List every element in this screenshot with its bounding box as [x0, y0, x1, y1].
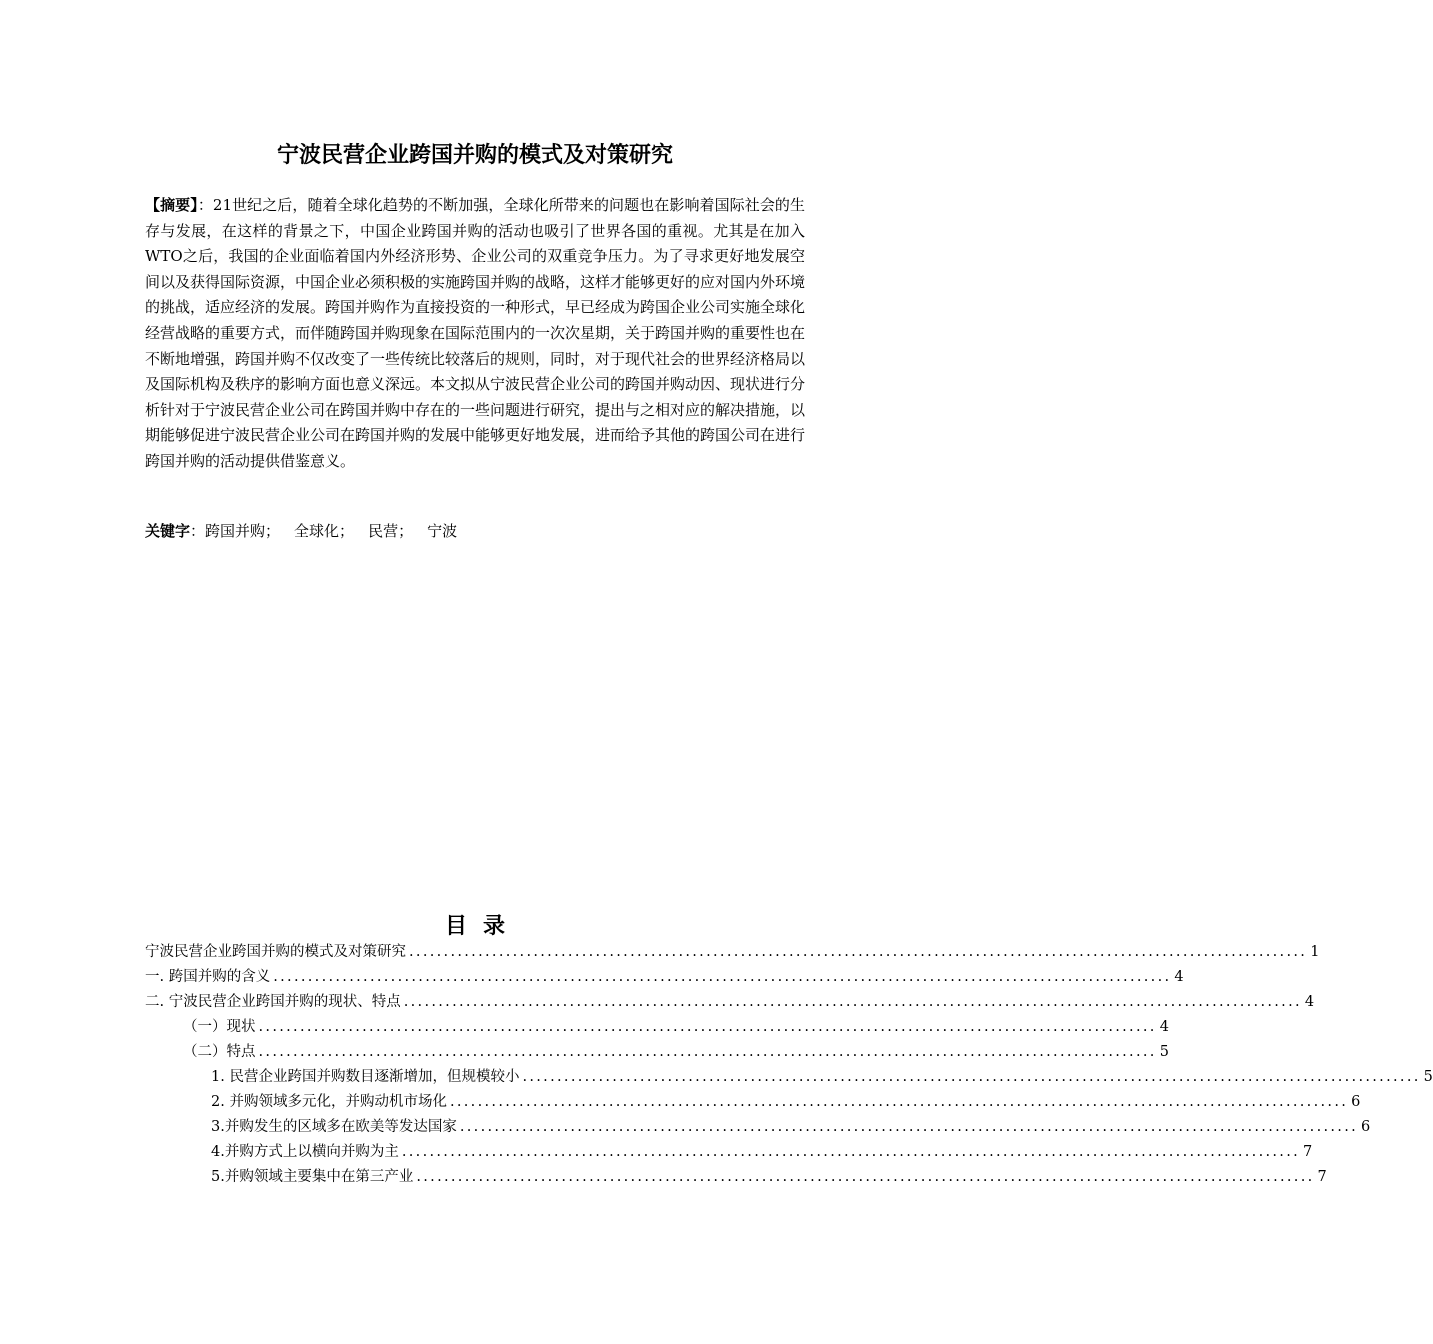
toc-page-number: 4 [1159, 1019, 1169, 1035]
toc-entry[interactable] [145, 1065, 1433, 1090]
toc-entry[interactable] [145, 965, 1184, 990]
toc-entry-text: 宁波民营企业跨国并购的模式及对策研究 [145, 944, 406, 960]
keyword-item: 民营； [368, 522, 414, 540]
toc-entry-text: 3.并购发生的区域多在欧美等发达国家 [211, 1119, 457, 1135]
keywords-separator: ： [190, 522, 206, 540]
toc-leader-dots: .................................................................................................................................. [273, 969, 1172, 985]
toc-leader-dots: .................................................................................................................................. [459, 1119, 1359, 1135]
toc-page-number: 6 [1351, 1094, 1361, 1110]
toc-leader-dots: .................................................................................................................................. [522, 1069, 1421, 1085]
toc-leader-dots: .................................................................................................................................. [403, 994, 1302, 1010]
toc-entry[interactable] [145, 940, 1320, 965]
toc-entry-text: 5.并购领域主要集中在第三产业 [211, 1169, 414, 1185]
toc-page-number: 1 [1310, 944, 1320, 960]
keyword-item: 全球化； [294, 522, 355, 540]
document-title: 宁波民营企业跨国并购的模式及对策研究 [276, 143, 673, 168]
keyword-item: 跨国并购； [205, 522, 281, 540]
toc-entry[interactable] [145, 1090, 1361, 1115]
toc-entry[interactable] [145, 990, 1315, 1015]
toc-entry[interactable] [145, 1115, 1371, 1140]
toc-leader-dots: .................................................................................................................................. [258, 1044, 1157, 1060]
toc-page-number: 6 [1361, 1119, 1371, 1135]
toc-entry[interactable] [145, 1140, 1313, 1165]
toc-entry-text: （二）特点 [183, 1044, 256, 1060]
toc-leader-dots: .................................................................................................................................. [401, 1144, 1301, 1160]
toc-entry[interactable] [145, 1040, 1169, 1065]
abstract-text: ：21世纪之后，随着全球化趋势的不断加强，全球化所带来的问题也在影响着国际社会的生存与发展，在这样的背景之下，中国企业跨国并购的活动也吸引了世界各国的重视。尤其是在加入WTO之后，我国的企业面临着国内外经济形势、企业公司的双重竞争压力。为了寻求更好地发展空间以及获得国际资源，中国企业必须积极的实施跨国并购的战略，这样才能够更好的应对国内外环境的挑战，适应经济的发展。跨国并购作为直接投资的一种形式，早已经成为跨国企业公司实施全球化经营战略的重要方式，而伴随跨国并购现象在国际范围内的一次次星期，关于跨国并购的重要性也在不断地增强，跨国并购不仅改变了一些传统比较落后的规则，同时，对于现代社会的世界经济格局以及国际机构及秩序的影响方面也意义深远。本文拟从宁波民营企业公司的跨国并购动因、现状进行分析针对于宁波民营企业公司在跨国并购中存在的一些问题进行研究，提出与之相对应的解决措施，以期能够促进宁波民营企业公司在跨国并购的发展中能够更好地发展，进而给予其他的跨国公司在进行跨国并购的活动提供借鉴意义。 [145, 196, 806, 470]
keywords-label: 关键字 [145, 522, 191, 540]
toc-leader-dots: .................................................................................................................................. [449, 1094, 1349, 1110]
toc-page-number: 5 [1423, 1069, 1433, 1085]
toc-entry-text: 1. 民营企业跨国并购数目逐渐增加，但规模较小 [211, 1069, 520, 1085]
toc-entry-text: （一）现状 [183, 1019, 256, 1035]
toc-leader-dots: .................................................................................................................................. [258, 1019, 1157, 1035]
toc-entry[interactable] [145, 1015, 1169, 1040]
toc-entry-text: 二. 宁波民营企业跨国并购的现状、特点 [145, 994, 401, 1010]
toc-page-number: 4 [1304, 994, 1315, 1010]
keywords-line [145, 518, 805, 544]
toc-heading: 目录 [444, 914, 521, 939]
toc-page-number: 5 [1159, 1044, 1169, 1060]
abstract-label: 【摘要】 [145, 196, 198, 214]
toc-entry-text: 2. 并购领域多元化，并购动机市场化 [211, 1094, 447, 1110]
toc-page-number: 7 [1303, 1144, 1313, 1160]
toc-page-number: 7 [1317, 1169, 1327, 1185]
keyword-item: 宁波 [427, 522, 458, 540]
abstract-paragraph [145, 193, 805, 475]
toc-entry-text: 一. 跨国并购的含义 [145, 969, 271, 985]
toc-entry[interactable] [145, 1165, 1327, 1190]
toc-entry-text: 4.并购方式上以横向并购为主 [211, 1144, 399, 1160]
table-of-contents [145, 940, 1433, 1190]
toc-page-number: 4 [1174, 969, 1184, 985]
toc-leader-dots: .................................................................................................................................. [416, 1169, 1315, 1185]
toc-leader-dots: .................................................................................................................................. [409, 944, 1308, 960]
